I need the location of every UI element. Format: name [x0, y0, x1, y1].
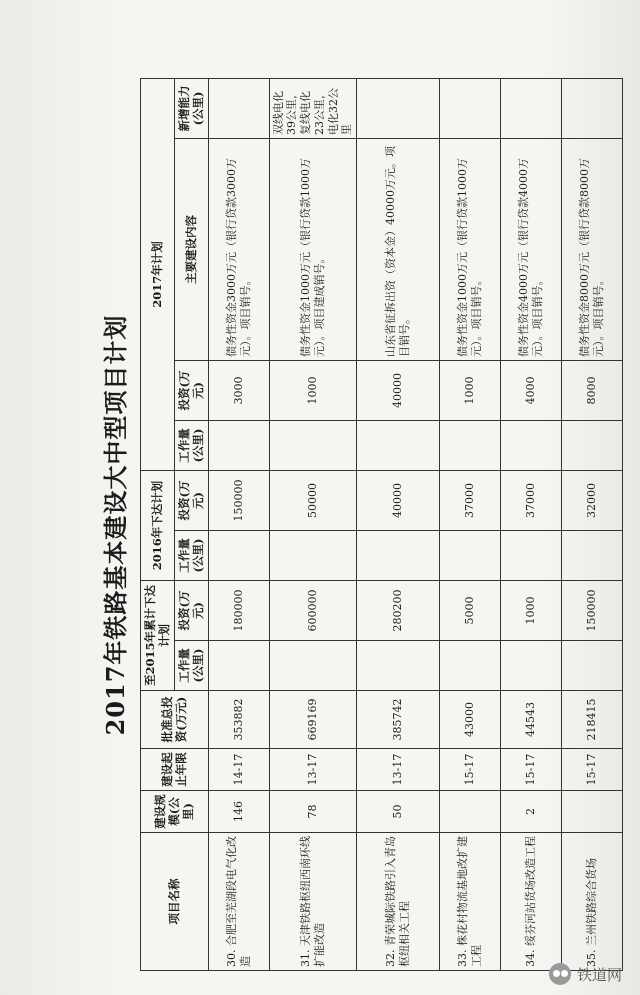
header-workload-2016: 工作量(公里) [174, 530, 208, 580]
cell-workload-2015 [208, 641, 269, 691]
cell-investment-2016: 50000 [269, 470, 357, 530]
cell-investment-2016: 150000 [208, 470, 269, 530]
cell-investment-2016: 37000 [440, 470, 501, 530]
cell-scale: 146 [208, 791, 269, 833]
cell-workload-2016 [208, 530, 269, 580]
cell-scale [562, 791, 623, 833]
cell-workload-2016 [440, 530, 501, 580]
cell-investment-2016: 32000 [562, 470, 623, 530]
header-group-2015: 至2015年累计下达计划 [141, 580, 175, 690]
cell-main-content: 债务性资金4000万元（银行贷款4000万元）。项目销号。 [501, 138, 562, 360]
cell-investment-2015: 1000 [501, 580, 562, 640]
table-row [269, 78, 357, 970]
header-period: 建设起止年限 [141, 749, 209, 791]
cell-investment-2016: 37000 [501, 470, 562, 530]
table-row [562, 78, 623, 970]
cell-workload-2016 [357, 530, 440, 580]
cell-workload-2015 [357, 641, 440, 691]
cell-period: 15-17 [501, 749, 562, 791]
cell-investment-2017: 1000 [269, 360, 357, 420]
cell-project-name: 34. 绥芬河站货场改造工程 [501, 833, 562, 971]
cell-investment-2017: 40000 [357, 360, 440, 420]
cell-investment-2015: 150000 [562, 580, 623, 640]
cell-main-content: 债务性资金8000万元（银行贷款8000万元）。项目销号。 [562, 138, 623, 360]
header-investment-2015: 投资(万元) [174, 580, 208, 640]
cell-period: 15-17 [440, 749, 501, 791]
cell-workload-2017 [269, 420, 357, 470]
header-project-name: 项目名称 [141, 833, 209, 971]
cell-main-content: 山东省征拆出资（资本金）40000万元。项目销号。 [357, 138, 440, 360]
cell-new-capacity: 双线电化39公里，复线电化23公里，电化32公里 [269, 78, 357, 138]
header-scale: 建设规模(公里) [141, 791, 209, 833]
cell-scale: 50 [357, 791, 440, 833]
header-investment-2016: 投资(万元) [174, 470, 208, 530]
cell-project-name: 35. 兰州铁路综合货场 [562, 833, 623, 971]
cell-approved: 43000 [440, 691, 501, 749]
cell-period: 14-17 [208, 749, 269, 791]
cell-new-capacity [208, 78, 269, 138]
cell-approved: 353882 [208, 691, 269, 749]
table-row [501, 78, 562, 970]
table-row [357, 78, 440, 970]
cell-investment-2016: 40000 [357, 470, 440, 530]
header-row-1 [141, 78, 175, 970]
cell-workload-2016 [269, 530, 357, 580]
cell-investment-2017: 3000 [208, 360, 269, 420]
cell-main-content: 债务性资金1000万元（银行贷款1000万元）。项目建成销号。 [269, 138, 357, 360]
cell-workload-2015 [501, 641, 562, 691]
cell-project-name: 32. 青荣城际铁路引入青岛枢纽相关工程 [357, 833, 440, 971]
header-group-2016: 2016年下达计划 [141, 470, 175, 580]
cell-period: 15-17 [562, 749, 623, 791]
cell-workload-2015 [269, 641, 357, 691]
cell-workload-2016 [562, 530, 623, 580]
cell-investment-2015: 5000 [440, 580, 501, 640]
header-new-capacity: 新增能力(公里) [174, 78, 208, 138]
cell-investment-2017: 4000 [501, 360, 562, 420]
cell-period: 13-17 [357, 749, 440, 791]
header-approved-investment: 批准总投资(万元) [141, 691, 209, 749]
cell-workload-2017 [440, 420, 501, 470]
cell-approved: 218415 [562, 691, 623, 749]
cell-approved: 669169 [269, 691, 357, 749]
cell-scale: 2 [501, 791, 562, 833]
cell-investment-2015: 600000 [269, 580, 357, 640]
cell-investment-2015: 280200 [357, 580, 440, 640]
cell-workload-2017 [208, 420, 269, 470]
cell-scale [440, 791, 501, 833]
project-plan-table [140, 78, 623, 971]
cell-workload-2015 [562, 641, 623, 691]
wechat-icon [549, 963, 571, 985]
header-main-content: 主要建设内容 [174, 138, 208, 360]
cell-project-name: 31. 天津铁路枢纽西南环线扩能改造 [269, 833, 357, 971]
header-investment-2017: 投资(万元) [174, 360, 208, 420]
document-title: 2017年铁路基本建设大中型项目计划 [101, 314, 130, 736]
cell-main-content: 债务性资金1000万元（银行贷款1000万元）。项目销号。 [440, 138, 501, 360]
cell-workload-2017 [562, 420, 623, 470]
cell-project-name: 33. 株花村物流基地改扩建工程 [440, 833, 501, 971]
cell-approved: 385742 [357, 691, 440, 749]
cell-new-capacity [501, 78, 562, 138]
cell-new-capacity [562, 78, 623, 138]
cell-workload-2017 [357, 420, 440, 470]
header-workload-2015: 工作量(公里) [174, 641, 208, 691]
cell-new-capacity [357, 78, 440, 138]
watermark [549, 963, 622, 985]
cell-workload-2017 [501, 420, 562, 470]
cell-period: 13-17 [269, 749, 357, 791]
watermark-text: 铁道网 [576, 965, 622, 984]
rotated-page-content [100, 75, 605, 975]
table-row [208, 78, 269, 970]
cell-main-content: 债务性资金3000万元（银行贷款3000万元）。项目销号。 [208, 138, 269, 360]
cell-investment-2017: 8000 [562, 360, 623, 420]
cell-project-name: 30. 合肥至芜湖段电气化改造 [208, 833, 269, 971]
cell-investment-2017: 1000 [440, 360, 501, 420]
cell-workload-2015 [440, 641, 501, 691]
cell-approved: 44543 [501, 691, 562, 749]
table-row [440, 78, 501, 970]
cell-investment-2015: 180000 [208, 580, 269, 640]
cell-new-capacity [440, 78, 501, 138]
cell-scale: 78 [269, 791, 357, 833]
header-group-2017: 2017年计划 [141, 78, 175, 470]
header-workload-2017: 工作量(公里) [174, 420, 208, 470]
cell-workload-2016 [501, 530, 562, 580]
